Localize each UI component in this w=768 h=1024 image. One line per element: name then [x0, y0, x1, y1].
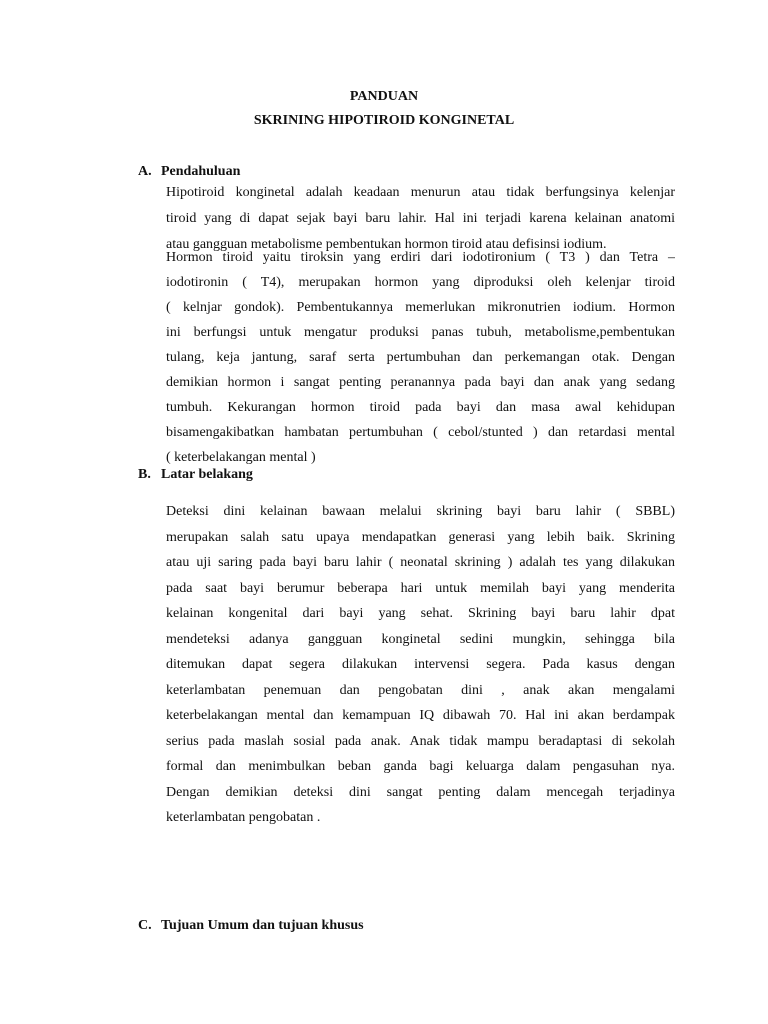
paragraph-line: ini berfungsi untuk mengatur produksi panas tubuh, metabolisme,pembentukan: [166, 325, 675, 340]
paragraph-line: iodotironin ( T4), merupakan hormon yang diproduksi oleh kelenjar tiroid: [166, 275, 675, 290]
paragraph-line: keterbelakangan mental dan kemampuan IQ dibawah 70. Hal ini akan berdampak: [166, 708, 675, 723]
section-heading-b: [138, 466, 253, 484]
paragraph-line: tumbuh. Kekurangan hormon tiroid pada bayi dan masa awal kehidupan: [166, 400, 675, 415]
section-title: Latar belakang: [161, 467, 253, 482]
paragraph-line: mendeteksi adanya gangguan konginetal sedini mungkin, sehingga bila: [166, 631, 675, 647]
paragraph-line: ( keterbelakangan mental ): [166, 450, 316, 465]
paragraph-line: Deteksi dini kelainan bawaan melalui skrining bayi baru lahir ( SBBL): [166, 504, 675, 519]
paragraph-line: atau gangguan metabolisme pembentukan hormon tiroid atau defisinsi iodium.: [166, 237, 607, 252]
paragraph-line: keterlambatan penemuan dan pengobatan dini , anak akan mengalami: [166, 682, 675, 698]
paragraph-line: ditemukan dapat segera dilakukan intervensi segera. Pada kasus dengan: [166, 657, 675, 672]
paragraph-line: keterlambatan pengobatan .: [166, 810, 321, 825]
paragraph-line: kelainan kongenital dari bayi yang sehat. Skrining bayi baru lahir dpat: [166, 606, 675, 621]
paragraph-line: bisamengakibatkan hambatan pertumbuhan ( cebol/stunted ) dan retardasi mental: [166, 425, 675, 440]
paragraph-line: ( kelnjar gondok). Pembentukannya memerlukan mikronutrien iodium. Hormon: [166, 300, 675, 315]
paragraph-line: Dengan demikian deteksi dini sangat penting dalam mencegah terjadinya: [166, 784, 675, 800]
paragraph-line: tulang, keja jantung, saraf serta pertumbuhan dan perkemangan otak. Dengan: [166, 350, 675, 365]
paragraph-line: pada saat bayi berumur beberapa hari untuk memilah bayi yang menderita: [166, 580, 675, 596]
paragraph-line: atau uji saring pada bayi baru lahir ( neonatal skrining ) adalah tes yang dilakukan: [166, 555, 675, 570]
paragraph: [166, 499, 675, 831]
paragraph-line: formal dan menimbulkan beban ganda bagi keluarga dalam pengasuhan nya.: [166, 759, 675, 774]
section-title: Tujuan Umum dan tujuan khusus: [161, 918, 364, 933]
paragraph-line: serius pada maslah sosial pada anak. Anak tidak mampu beradaptasi di sekolah: [166, 733, 675, 749]
paragraph-line: Hipotiroid konginetal adalah keadaan menurun atau tidak berfungsinya kelenjar: [166, 185, 675, 200]
paragraph: [166, 245, 675, 470]
section-letter: B.: [138, 467, 151, 482]
section-letter: C.: [138, 918, 152, 933]
paragraph-line: demikian hormon i sangat penting peranannya pada bayi dan anak yang sedang: [166, 375, 675, 390]
document-title: PANDUAN: [349, 89, 419, 104]
section-heading-c: [138, 917, 364, 935]
paragraph-line: merupakan salah satu upaya mendapatkan generasi yang lebih baik. Skrining: [166, 529, 675, 545]
paragraph-line: tiroid yang di dapat sejak bayi baru lahir. Hal ini terjadi karena kelainan anatomi: [166, 211, 675, 226]
section-heading-a: [138, 163, 240, 181]
section-title: Pendahuluan: [161, 164, 241, 179]
section-letter: A.: [138, 164, 152, 179]
paragraph-line: Hormon tiroid yaitu tiroksin yang erdiri dari iodotironium ( T3 ) dan Tetra –: [166, 250, 675, 265]
document-subtitle: SKRINING HIPOTIROID KONGINETAL: [253, 113, 515, 128]
